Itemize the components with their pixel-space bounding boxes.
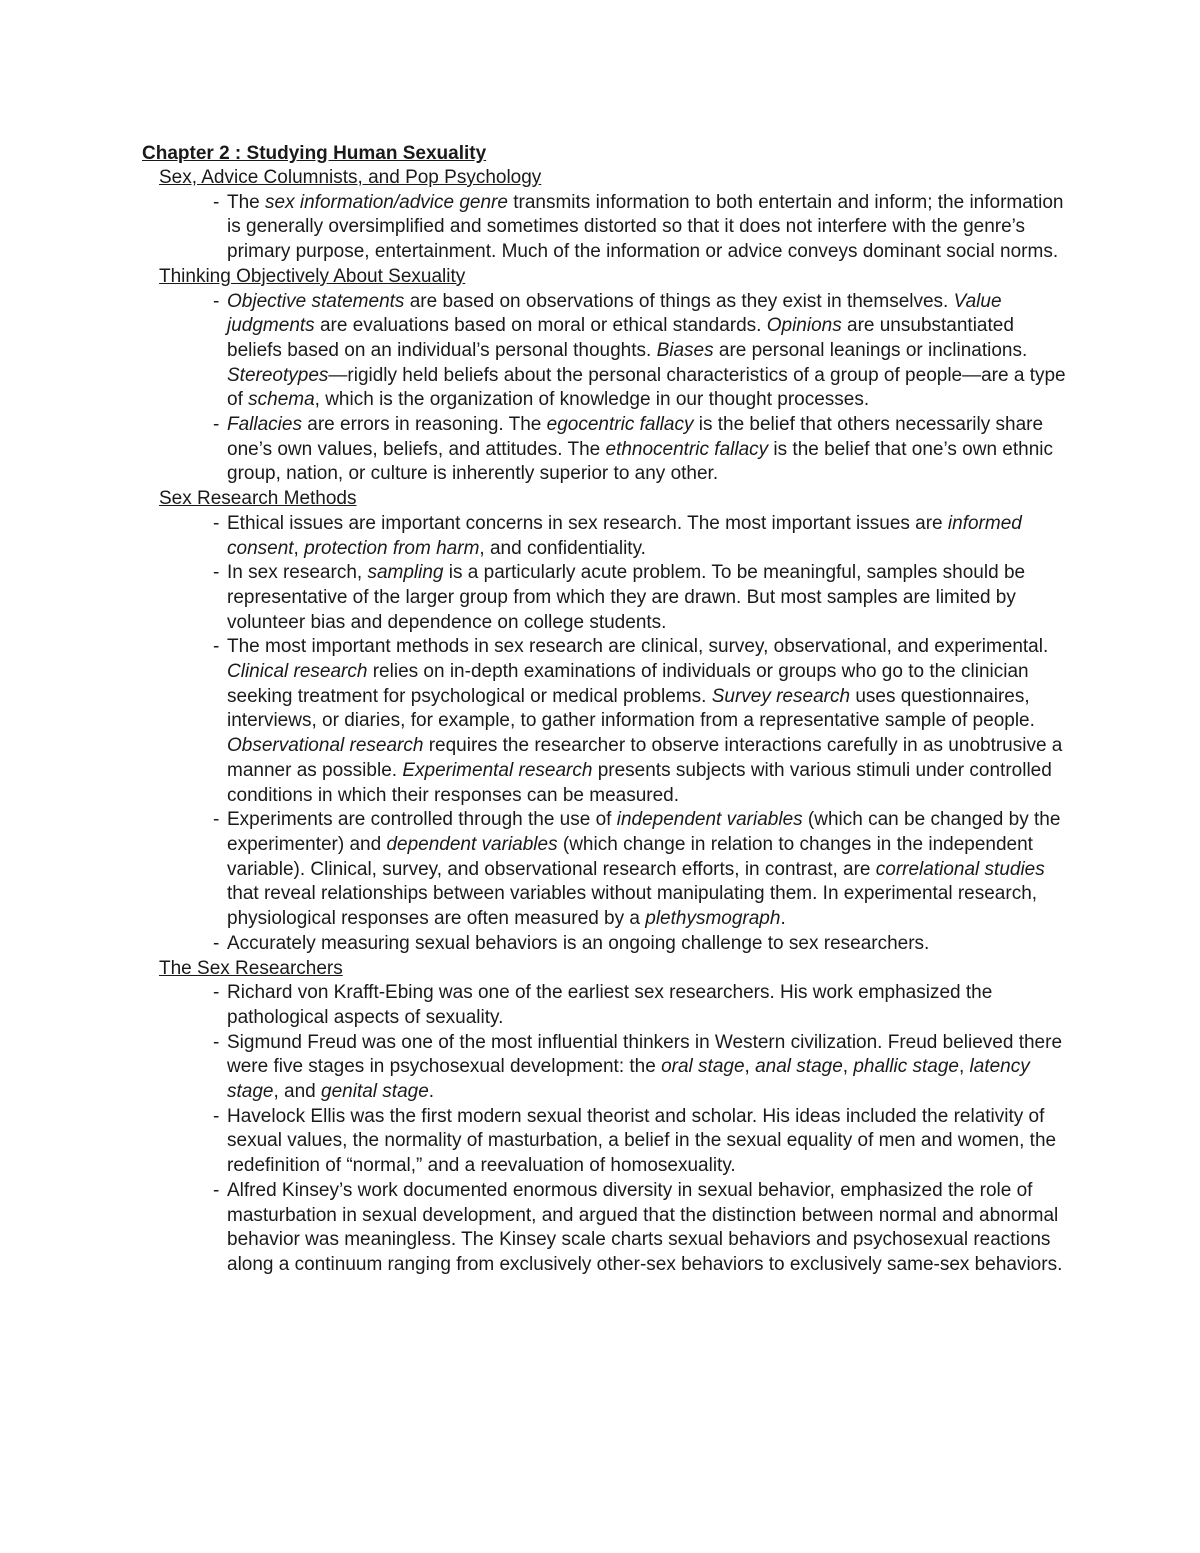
bullet-dash: - [213, 1031, 220, 1053]
text-run: —rigidly held beliefs about the personal characteristics of a group of people—are a type of [227, 364, 1066, 411]
bullet-item [142, 981, 1067, 1030]
text-run: , and confidentiality. [479, 537, 646, 559]
bullet-dash: - [213, 191, 220, 213]
italic-term: Stereotypes [227, 364, 329, 386]
text-run: . [428, 1081, 435, 1103]
bullet-text [227, 1180, 1062, 1275]
text-run: are errors in reasoning. The [301, 414, 547, 436]
bullet-text [227, 1032, 1062, 1102]
text-run: , [842, 1056, 854, 1078]
italic-term: Fallacies [227, 414, 302, 436]
italic-term: egocentric fallacy [546, 414, 694, 436]
italic-term: sex information/advice genre [265, 191, 508, 213]
text-run: The [227, 191, 266, 213]
text-run: presents subjects with various stimuli under controlled conditions in which their responses can be measured. [227, 759, 1052, 806]
bullet-text [227, 192, 1063, 262]
italic-term: Value judgments [227, 290, 1002, 337]
text-run: relies on in-depth examinations of individuals or groups who go to the clinician seeking treatment for psychological or medical problems. [227, 661, 1029, 707]
text-run: Richard von Krafft-Ebing was one of the earliest sex researchers. His work emphasized the pathological aspects of sexuality. [227, 982, 993, 1028]
text-run: Ethical issues are important concerns in sex research. The most important issues are [227, 512, 948, 534]
text-run: are personal leanings or inclinations. [713, 339, 1028, 361]
text-run: Havelock Ellis was the first modern sexual theorist and scholar. His ideas included the relativity of sexual values, the normality of masturbation, a belief in the sexual equality of men and women, the redefinition of “normal,” and a reevaluation of homosexuality. [227, 1105, 1057, 1177]
bullet-item [142, 290, 1067, 414]
text-run: Accurately measuring sexual behaviors is an ongoing challenge to sex researchers. [227, 932, 930, 954]
bullet-dash: - [213, 982, 220, 1004]
bullet-text [227, 809, 1060, 929]
bullet-dash: - [213, 1105, 220, 1127]
bullet-text [227, 982, 992, 1028]
bullet-list [142, 191, 1067, 265]
italic-term: ethnocentric fallacy [605, 438, 769, 460]
text-run: . [780, 908, 786, 930]
bullet-item [142, 635, 1067, 808]
text-run: that reveal relationships between variables without manipulating them. In experimental research, physiological responses are often measured by a [227, 883, 1038, 930]
bullet-item [142, 1179, 1067, 1278]
text-run: , [958, 1056, 970, 1078]
italic-term: Survey research [711, 685, 851, 707]
bullet-item [142, 561, 1067, 635]
bullet-item [142, 191, 1067, 265]
bullet-text [227, 291, 1066, 411]
bullet-item [142, 413, 1067, 487]
sections-container [142, 166, 1067, 1278]
document-page [142, 141, 1067, 1278]
italic-term: Objective statements [227, 290, 405, 312]
text-run: (which change in relation to changes in the independent variable). Clinical, survey, and observational research efforts, in contrast, are [227, 833, 1033, 880]
italic-term: Observational research [227, 735, 424, 757]
bullet-item [142, 1105, 1067, 1179]
text-run: is the belief that others necessarily share one’s own values, beliefs, and attitudes. The [227, 414, 1044, 460]
bullet-dash: - [213, 414, 220, 436]
italic-term: oral stage [661, 1056, 745, 1078]
bullet-text [227, 513, 1022, 559]
text-run: , which is the organization of knowledge in our thought processes. [314, 389, 870, 411]
text-run: In sex research, [227, 562, 368, 584]
italic-term: independent variables [616, 809, 803, 831]
bullet-dash: - [213, 512, 220, 534]
bullet-dash: - [213, 1179, 220, 1201]
italic-term: sampling [367, 562, 444, 584]
bullet-text [227, 933, 929, 954]
bullet-text [227, 562, 1025, 632]
bullet-dash: - [213, 809, 220, 831]
text-run: Sigmund Freud was one of the most influential thinkers in Western civilization. Freud believed there were five stages in psychosexual development: the [227, 1031, 1063, 1078]
bullet-dash: - [213, 290, 220, 312]
text-run: are unsubstantiated beliefs based on an individual’s personal thoughts. [227, 315, 1014, 361]
bullet-dash: - [213, 636, 220, 658]
text-run: is the belief that one’s own ethnic group, nation, or culture is inherently superior to any other. [227, 438, 1053, 485]
italic-term: genital stage [321, 1081, 429, 1103]
text-run: (which can be changed by the experimenter) and [227, 809, 1061, 855]
italic-term: Biases [656, 339, 714, 361]
text-run: , [744, 1056, 756, 1078]
text-run: , [293, 537, 305, 559]
bullet-list [142, 981, 1067, 1277]
bullet-item [142, 808, 1067, 932]
italic-term: dependent variables [386, 833, 558, 855]
bullet-list [142, 290, 1067, 488]
text-run: are based on observations of things as they exist in themselves. [404, 290, 954, 312]
bullet-item [142, 932, 1067, 957]
section-heading: The Sex Researchers [159, 957, 343, 979]
chapter-title: Chapter 2 : Studying Human Sexuality [142, 143, 487, 164]
italic-term: anal stage [755, 1056, 843, 1078]
bullet-item [142, 1031, 1067, 1105]
text-run: requires the researcher to observe interactions carefully in as unobtrusive a manner as possible. [227, 735, 1063, 781]
text-run: uses questionnaires, interviews, or diaries, for example, to gather information from a representative sample of people. [227, 685, 1035, 732]
text-run: The most important methods in sex research are clinical, survey, observational, and experimental. [227, 636, 1049, 658]
italic-term: schema [248, 389, 315, 411]
bullet-dash: - [213, 562, 220, 584]
text-run: Alfred Kinsey’s work documented enormous diversity in sexual behavior, emphasized the role of masturbation in sexual development, and argued that the distinction between normal and abnormal behavior was meaningless. The Kinsey scale charts sexual behaviors and psychosexual reactions along a continuum ranging from exclusively other-sex behaviors to exclusively same-sex behaviors. [227, 1179, 1063, 1275]
italic-term: correlational studies [875, 858, 1045, 880]
bullet-text [227, 414, 1053, 484]
text-run: is a particularly acute problem. To be meaningful, samples should be representative of the larger group from which they are drawn. But most samples are limited by volunteer bias and dependence on college students. [227, 562, 1026, 633]
italic-term: Opinions [766, 315, 842, 337]
bullet-list [142, 512, 1067, 957]
italic-term: Experimental research [402, 759, 593, 781]
italic-term: phallic stage [853, 1056, 959, 1078]
section-heading: Sex Research Methods [159, 488, 357, 510]
italic-term: plethysmograph [645, 908, 781, 930]
text-run: transmits information to both entertain and inform; the information is generally oversimplified and sometimes distorted so that it does not interfere with the genre’s primary purpose, entertainment. Much of the information or advice conveys dominant social norms. [227, 191, 1064, 263]
bullet-dash: - [213, 932, 220, 954]
italic-term: protection from harm [304, 537, 480, 559]
section-heading: Sex, Advice Columnists, and Pop Psychology [159, 167, 542, 188]
italic-term: informed consent [227, 512, 1022, 559]
bullet-text [227, 636, 1062, 805]
italic-term: Clinical research [227, 661, 368, 683]
section-heading: Thinking Objectively About Sexuality [159, 265, 466, 287]
bullet-item [142, 512, 1067, 561]
text-run: are evaluations based on moral or ethical standards. [314, 315, 767, 337]
text-run: Experiments are controlled through the use of [227, 809, 617, 831]
italic-term: latency stage [227, 1056, 1030, 1103]
bullet-text [227, 1106, 1056, 1176]
text-run: , and [273, 1081, 322, 1103]
